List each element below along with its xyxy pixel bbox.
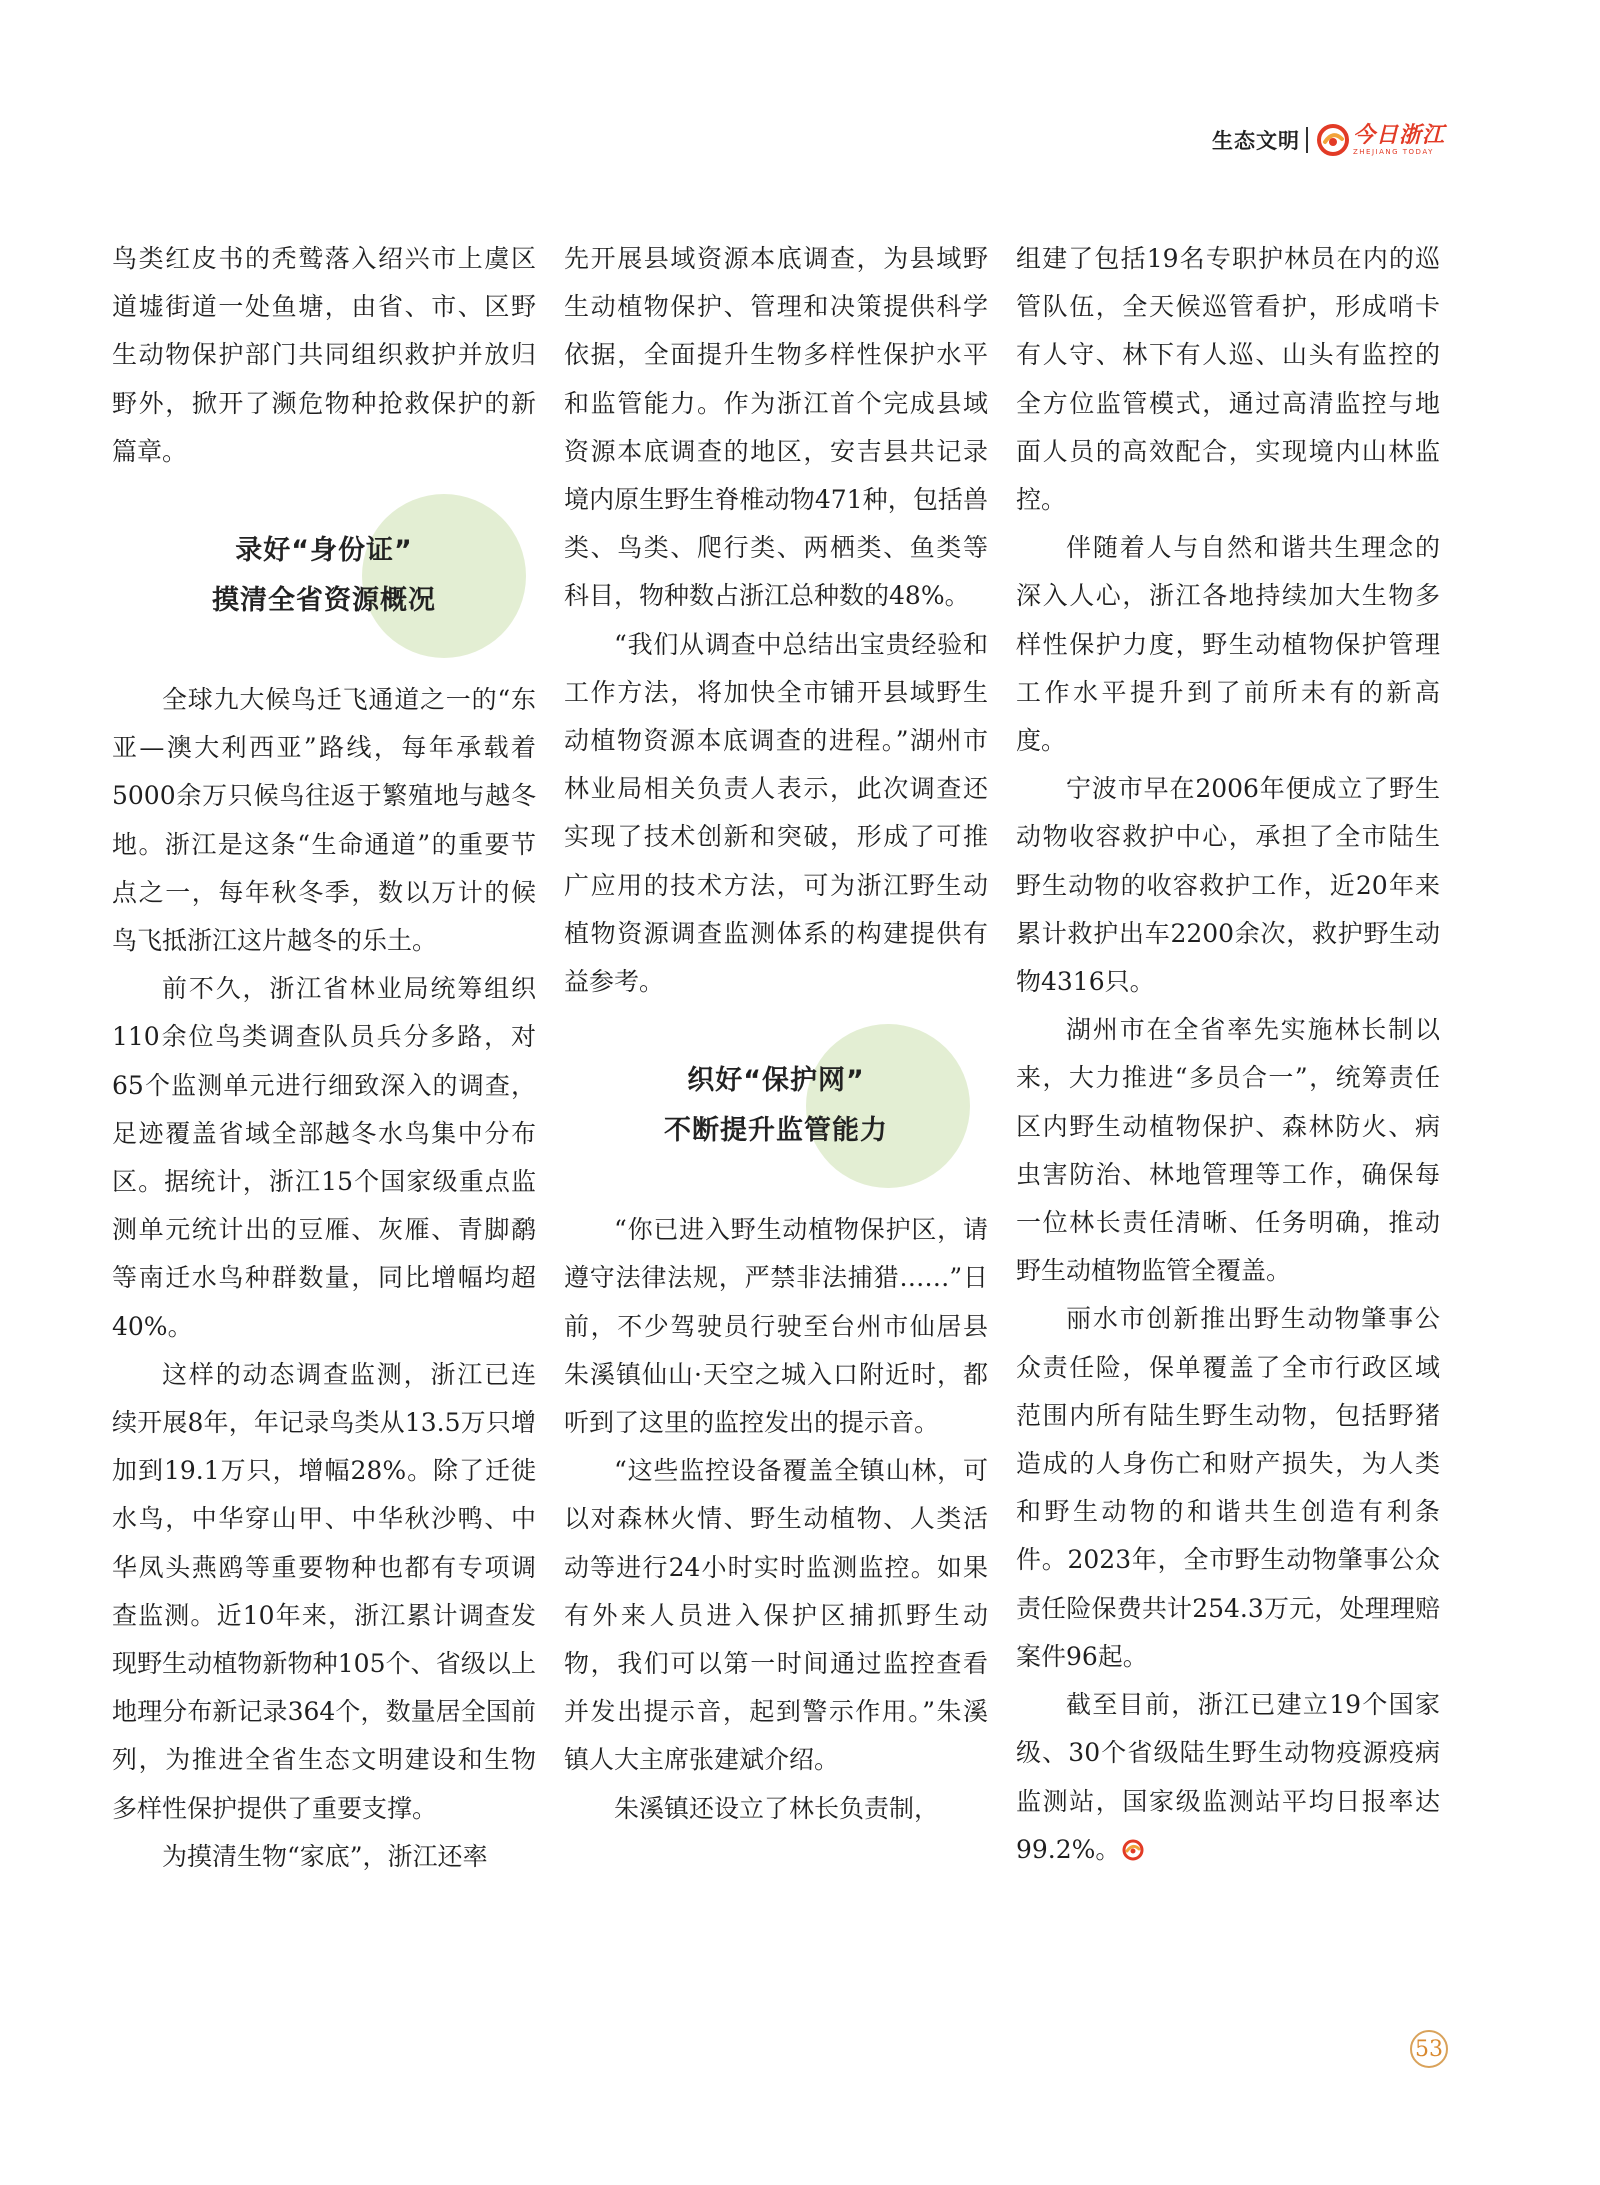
zhejiang-today-logo-icon [1316, 123, 1350, 157]
paragraph: 前不久，浙江省林业局统筹组织110余位鸟类调查队员兵分多路，对65个监测单元进行细致深入的调查，足迹覆盖省域全部越冬水鸟集中分布区。据统计，浙江15个国家级重点监测单元统计出的豆雁、灰雁、青脚鹬等南迁水鸟种群数量，同比增幅均超40%。 [112, 974, 536, 1341]
paragraph: “这些监控设备覆盖全镇山林，可以对森林火情、野生动植物、人类活动等进行24小时实时监测监控。如果有外来人员进入保护区捕抓野生动物，我们可以第一时间通过监控查看并发出提示音，起到警示作用。”朱溪镇人大主席张建斌介绍。 [564, 1456, 988, 1775]
logo-title: 今日浙江 [1352, 122, 1445, 148]
logo-text [1353, 124, 1445, 157]
column-1 [112, 235, 536, 1881]
section-heading [564, 1006, 988, 1206]
page-header [1212, 118, 1445, 162]
paragraph: 湖州市在全省率先实施林长制以来，大力推进“多员合一”，统筹责任区内野生动植物保护、森林防火、病虫害防治、林地管理等工作，确保每一位林长责任清晰、任务明确，推动野生动植物监管全覆盖。 [1016, 1015, 1440, 1286]
end-mark-icon [1122, 1839, 1144, 1861]
paragraph: 先开展县域资源本底调查，为县域野生动植物保护、管理和决策提供科学依据，全面提升生物多样性保护水平和监管能力。作为浙江首个完成县域资源本底调查的地区，安吉县共记录境内原生野生脊椎动物471种，包括兽类、鸟类、爬行类、两栖类、鱼类等科目，物种数占浙江总种数的48%。 [564, 244, 988, 611]
final-paragraph [1016, 1681, 1440, 1874]
column-2 [564, 235, 988, 1833]
paragraph: “你已进入野生动植物保护区，请遵守法律法规，严禁非法捕猎……”日前，不少驾驶员行驶至台州市仙居县朱溪镇仙山·天空之城入口附近时，都听到了这里的监控发出的提示音。 [564, 1215, 988, 1438]
paragraph: 为摸清生物“家底”，浙江还率 [162, 1841, 488, 1871]
paragraph: 鸟类红皮书的秃鹫落入绍兴市上虞区道墟街道一处鱼塘，由省、市、区野生动物保护部门共同组织救护并放归野外，掀开了濒危物种抢救保护的新篇章。 [112, 244, 536, 466]
paragraph: 丽水市创新推出野生动物肇事公众责任险，保单覆盖了全市行政区域范围内所有陆生野生动物，包括野猪造成的人身伤亡和财产损失，为人类和野生动物的和谐共生创造有利条件。2023年，全市野生动物肇事公众责任险保费共计254.3万元，处理理赔案件96起。 [1016, 1304, 1440, 1671]
magazine-logo [1316, 123, 1445, 157]
column-3 [1016, 235, 1440, 1874]
heading-line-2: 不断提升监管能力 [664, 1115, 888, 1147]
paragraph: 这样的动态调查监测，浙江已连续开展8年，年记录鸟类从13.5万只增加到19.1万只，增幅28%。除了迁徙水鸟，中华穿山甲、中华秋沙鸭、中华凤头燕鸥等重要物种也都有专项调查监测。近10年来，浙江累计调查发现野生动植物新物种105个、省级以上地理分布新记录364个，数量居全国前列，为推进全省生态文明建设和生物多样性保护提供了重要支撑。 [112, 1359, 536, 1823]
paragraph: “我们从调查中总结出宝贵经验和工作方法，将加快全市铺开县域野生动植物资源本底调查的进程。”湖州市林业局相关负责人表示，此次调查还实现了技术创新和突破，形成了可推广应用的技术方法，可为浙江野生动植物资源调查监测体系的构建提供有益参考。 [564, 629, 988, 997]
final-paragraph-text: 截至目前，浙江已建立19个国家级、30个省级陆生野生动物疫源疫病监测站，国家级监测站平均日报率达99.2%。 [1016, 1690, 1440, 1864]
paragraph: 朱溪镇还设立了林长负责制， [614, 1793, 940, 1823]
section-name: 生态文明 [1211, 129, 1300, 153]
section-heading [112, 476, 536, 676]
heading-line-1: 录好“身份证” [235, 535, 413, 567]
heading-line-2: 摸清全省资源概况 [212, 585, 436, 617]
header-divider [1306, 127, 1308, 153]
logo-subtitle: ZHEJIANG TODAY [1352, 147, 1434, 156]
paragraph: 宁波市早在2006年便成立了野生动物收容救护中心，承担了全市陆生野生动物的收容救护工作，近20年来累计救护出车2200余次，救护野生动物4316只。 [1016, 774, 1440, 997]
heading-line-1: 织好“保护网” [687, 1065, 865, 1097]
page-number: 53 [1410, 2030, 1448, 2068]
paragraph: 伴随着人与自然和谐共生理念的深入人心，浙江各地持续加大生物多样性保护力度，野生动植物保护管理工作水平提升到了前所未有的新高度。 [1016, 533, 1440, 756]
paragraph: 全球九大候鸟迁飞通道之一的“东亚—澳大利西亚”路线，每年承载着5000余万只候鸟往返于繁殖地与越冬地。浙江是这条“生命通道”的重要节点之一，每年秋冬季，数以万计的候鸟飞抵浙江这片越冬的乐土。 [112, 685, 536, 956]
paragraph: 组建了包括19名专职护林员在内的巡管队伍，全天候巡管看护，形成哨卡有人守、林下有人巡、山头有监控的全方位监管模式，通过高清监控与地面人员的高效配合，实现境内山林监控。 [1016, 244, 1440, 515]
